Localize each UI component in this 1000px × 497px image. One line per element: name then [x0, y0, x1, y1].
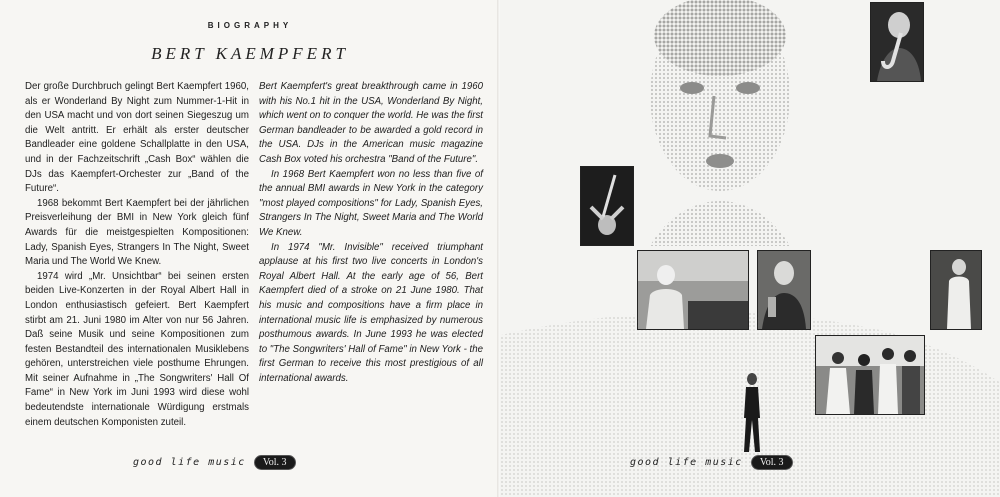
volume-badge: Vol. 3	[751, 455, 793, 470]
standing-figure-image	[738, 372, 766, 454]
trumpet-photo	[580, 166, 634, 246]
german-paragraph-1: Der große Durchbruch gelingt Bert Kaempfert 1960, als er Wonderland By Night zum Nummer-1-Hit in den USA macht und von dort seinen Siegeszug um die Welt antritt. Er erhält als erster deutscher Bandleader eine goldene Schallplatte in den USA, und in der Fachzeitschrift „Cash Box“ wählen die DJs das Kaempfert-Orchester zur „Band of the Future“.	[25, 81, 249, 195]
english-paragraph-2: In 1968 Bert Kaempfert won no less than five of the annual BMI awards in New York in the category "most played compositions" for Lady, Spanish Eyes, Strangers In The Night, Sweet Maria and The World We Knew.	[259, 168, 483, 238]
saxophone-photo	[870, 2, 924, 82]
section-label: BIOGRAPHY	[207, 21, 293, 30]
piano-photo	[637, 250, 749, 330]
award-photo	[757, 250, 811, 330]
german-paragraph-2: 1968 bekommt Bert Kaempfert bei der jährlichen Preisverleihung der BMI in New York gleich fünf Awards für die meistgespielten Kompositionen: Lady, Spanish Eyes, Strangers In The Night, Sweet Maria und The World We Knew.	[25, 197, 249, 268]
english-column	[259, 80, 483, 386]
footer-brand: good life music	[630, 457, 743, 468]
footer-brand: good life music	[133, 457, 246, 468]
english-paragraph-3: In 1974 "Mr. Invisible" received triumphant applause at his first two live concerts in London's Royal Albert Hall. At the early age of 56, Bert Kaempfert died of a stroke on 21 June 1980. That his music and compositions have a firm place in international music life is emphasized by numerous posthumous awards. In June 1993 he was elected to "The Songwriters' Hall of Fame" in New York - the first German to receive this most prestigious of all international awards.	[259, 241, 483, 384]
halftone-portrait-image	[630, 0, 810, 246]
german-paragraph-3: 1974 wird „Mr. Unsichtbar“ bei seinen ersten beiden Live-Konzerten in der Royal Albert Hall in London enthusiastisch gefeiert. Bert Kaempfert stirbt am 21. Juni 1980 im Alter von nur 56 Jahren. Daß seine Musik und seine Kompositionen zum festen Bestandteil des internationalen Musiklebens gehören, unterstreichen viele posthume Ehrungen. Mit seiner Aufnahme in „The Songwriters' Hall Of Fame“ in New York im Juni 1993 wird diese wohl bedeutendste internationale Würdigung erstmals einem deutschen Komponisten zuteil.	[25, 270, 249, 428]
english-paragraph-1: Bert Kaempfert's great breakthrough came in 1960 with his No.1 hit in the USA, Wonderland By Night, which went on to conquer the world. He was the first German bandleader to be awarded a gold record in the USA. DJs in the American music magazine Cash Box voted his orchestra "Band of the Future".	[259, 81, 483, 165]
german-column	[25, 80, 249, 430]
group-photo	[815, 335, 925, 415]
footer-left	[133, 455, 296, 470]
footer-right	[630, 455, 793, 470]
page-title: BERT KAEMPFERT	[151, 44, 349, 63]
volume-badge: Vol. 3	[254, 455, 296, 470]
standing-man-photo	[930, 250, 982, 330]
right-page	[500, 0, 1000, 497]
